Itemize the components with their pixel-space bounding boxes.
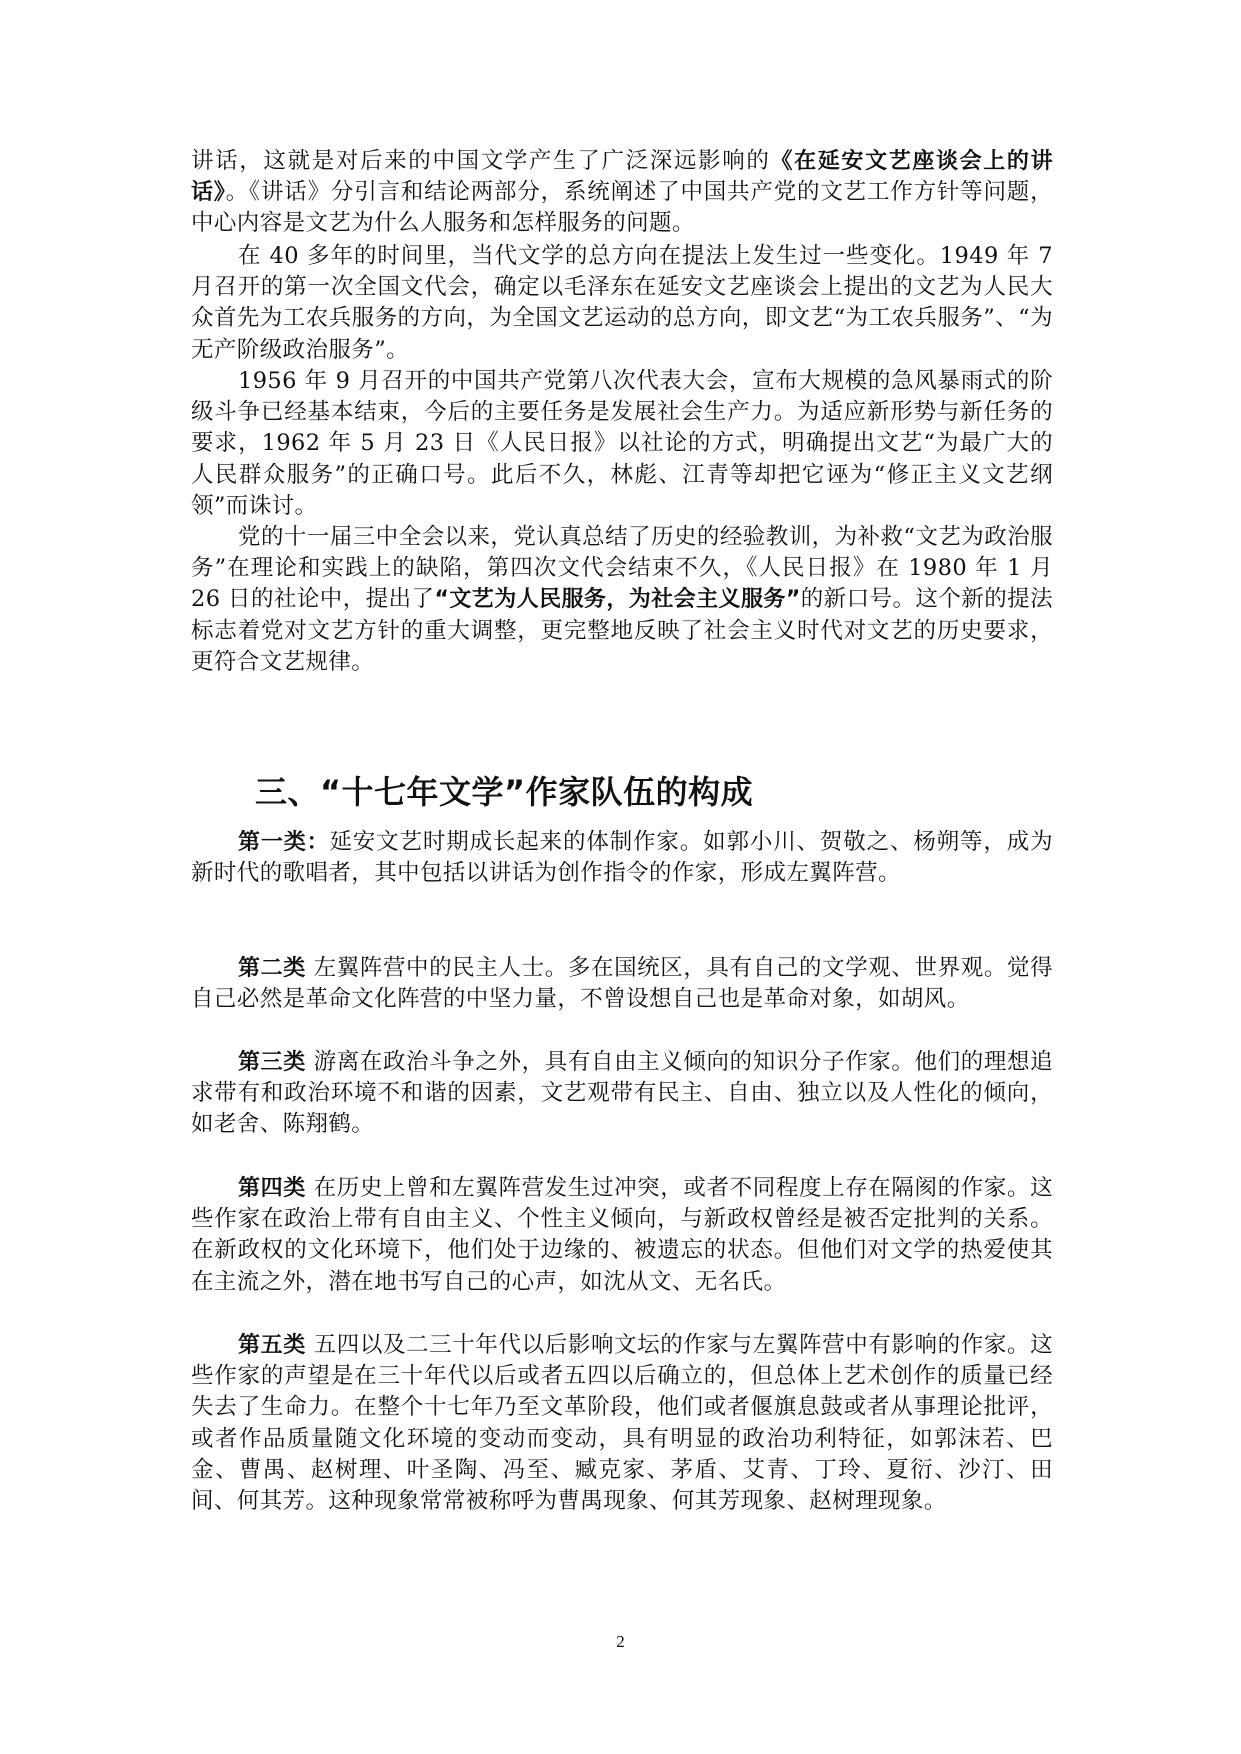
category-paragraph-1: [191, 827, 1053, 889]
category-paragraph-3: [191, 1047, 1053, 1141]
paragraph-eighth-congress: 1956 年 9 月召开的中国共产党第八次代表大会，宣布大规模的急风暴雨式的阶级斗争已经基本结束，今后的主要任务是发展社会生产力。为适应新形势与新任务的要求，1962 年 5 月 23 日《人民日报》以社论的方式，明确提出文艺“为最广大的人民群众服务”的正确口号。此后不久，林彪、江青等却把它诬为“修正主义文艺纲领”而诛讨。: [191, 368, 1053, 519]
category-label: 第一类：: [238, 830, 330, 855]
category-text: 游离在政治斗争之外，具有自由主义倾向的知识分子作家。他们的理想追求带有和政治环境不和谐的因素，文艺观带有民主、自由、独立以及人性化的倾向，如老舍、陈翔鹤。: [191, 1049, 1053, 1138]
category-paragraph-4: [191, 1173, 1053, 1298]
bold-title-lecture: 《在延安文艺座谈会上的讲话》: [191, 149, 1053, 206]
page-number: 2: [616, 1632, 625, 1651]
category-paragraph-5: [191, 1330, 1053, 1517]
paragraph-new-slogan: [191, 522, 1053, 678]
paragraph-text: 的新口号。这个新的提法标志着党对文艺方针的重大调整，更完整地反映了社会主义时代对文艺的历史要求，更符合文艺规律。: [191, 586, 1053, 675]
category-text: 延安文艺时期成长起来的体制作家。如郭小川、贺敬之、杨朔等，成为新时代的歌唱者，其中包括以讲话为创作指令的作家，形成左翼阵营。: [191, 829, 1054, 887]
category-text: 五四以及二三十年代以后影响文坛的作家与左翼阵营中有影响的作家。这些作家的声望是在三十年代以后或者五四以后确立的，但总体上艺术创作的质量已经失去了生命力。在整个十七年乃至文革阶段，他们或者偃旗息鼓或者从事理论批评，或者作品质量随文化环境的变动而变动，具有明显的政治功利特征，如郭沫若、巴金、曹禺、赵树理、叶圣陶、冯至、臧克家、茅盾、艾青、丁玲、夏衍、沙汀、田间、何其芳。这种现象常常被称呼为曹禺现象、何其芳现象、赵树理现象。: [191, 1332, 1053, 1515]
category-label: 第四类: [238, 1176, 306, 1201]
category-label: 第三类: [238, 1050, 306, 1075]
category-label: 第二类: [238, 956, 306, 981]
category-paragraph-2: [191, 953, 1053, 1015]
category-label: 第五类: [238, 1333, 306, 1358]
paragraph-general-direction: 在 40 多年的时间里，当代文学的总方向在提法上发生过一些变化。1949 年 7 月召开的第一次全国文代会，确定以毛泽东在延安文艺座谈会上提出的文艺为人民大众首先为工农兵服务的方向，为全国文艺运动的总方向，即文艺“为工农兵服务”、“为无产阶级政治服务”。: [191, 243, 1053, 363]
category-text: 左翼阵营中的民主人士。多在国统区，具有自己的文学观、世界观。觉得自己必然是革命文化阵营的中坚力量，不曾设想自己也是革命对象，如胡风。: [191, 955, 1053, 1013]
paragraph-text: 。《讲话》分引言和结论两部分，系统阐述了中国共产党的文艺工作方针等问题，中心内容是文艺为什么人服务和怎样服务的问题。: [191, 179, 1053, 237]
paragraph-lecture-intro: [191, 146, 1053, 240]
paragraph-text: 党的十一届三中全会以来，党认真总结了历史的经验教训，为补救“文艺为政治服务”在理论和实践上的缺陷，第四次文代会结束不久，《人民日报》在 1980 年 1 月 26 日的社论中，提出了: [191, 524, 1053, 613]
bold-slogan: “文艺为人民服务，为社会主义服务”: [434, 587, 801, 613]
section-heading: 三、“十七年文学”作家队伍的构成: [255, 773, 754, 811]
paragraph-text: 讲话，这就是对后来的中国文学产生了广泛深远影响的: [191, 148, 771, 174]
category-text: 在历史上曾和左翼阵营发生过冲突，或者不同程度上存在隔阂的作家。这些作家在政治上带有自由主义、个性主义倾向，与新政权曾经是被否定批判的关系。在新政权的文化环境下，他们处于边缘的、被遗忘的状态。但他们对文学的热爱使其在主流之外，潜在地书写自己的心声，如沈从文、无名氏。: [191, 1175, 1053, 1295]
